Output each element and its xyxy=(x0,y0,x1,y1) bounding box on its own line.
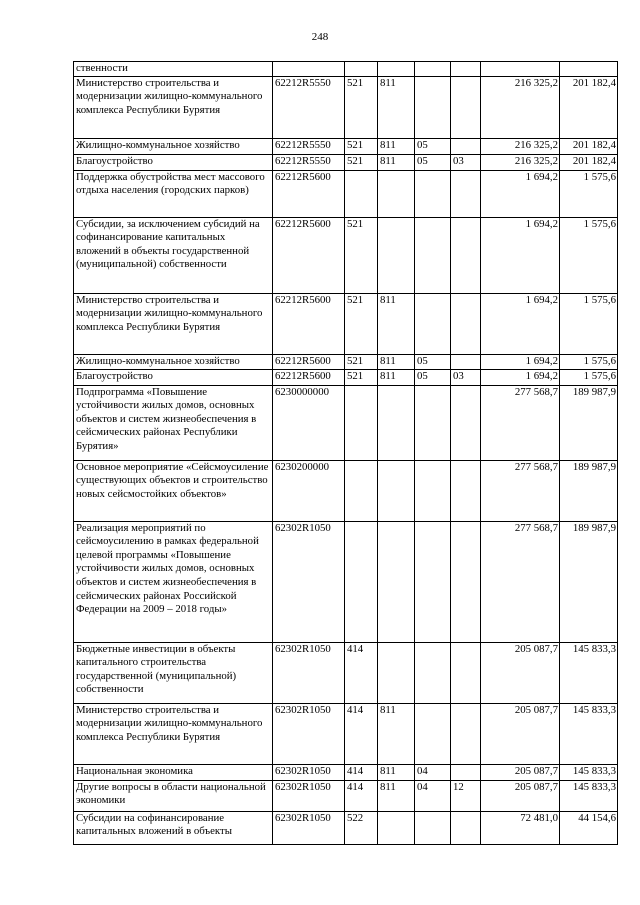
row-sum-2: 189 987,9 xyxy=(560,460,618,521)
row-sum-2: 1 575,6 xyxy=(560,217,618,293)
row-vr: 521 xyxy=(345,138,378,154)
row-gr xyxy=(378,811,415,844)
row-pr xyxy=(451,170,481,217)
row-vr: 521 xyxy=(345,217,378,293)
row-name: Национальная экономика xyxy=(74,764,273,780)
row-name: Министерство строительства и модернизации жилищно-коммунального комплекса Республики Бурятия xyxy=(74,76,273,138)
row-sum-1: 72 481,0 xyxy=(481,811,560,844)
row-sum-1: 205 087,7 xyxy=(481,703,560,764)
row-vr xyxy=(345,521,378,642)
row-sum-2: 145 833,3 xyxy=(560,780,618,811)
row-sum-1: 205 087,7 xyxy=(481,764,560,780)
row-sum-2: 145 833,3 xyxy=(560,764,618,780)
row-vr xyxy=(345,460,378,521)
row-vr: 414 xyxy=(345,703,378,764)
row-sum-2: 145 833,3 xyxy=(560,703,618,764)
row-name: Основное мероприятие «Сейсмоусиление существующих объектов и строительство новых сейсмостойких объектов» xyxy=(74,460,273,521)
row-sum-2: 189 987,9 xyxy=(560,385,618,460)
row-gr xyxy=(378,521,415,642)
row-vr xyxy=(345,170,378,217)
row-name: Субсидии, за исключением субсидий на софинансирование капитальных вложений в объекты государственной (муниципальной) собственности xyxy=(74,217,273,293)
row-code: 62212R5600 xyxy=(273,369,345,385)
row-sum-1: 216 325,2 xyxy=(481,138,560,154)
row-sum-2: 44 154,6 xyxy=(560,811,618,844)
row-gr: 811 xyxy=(378,154,415,170)
row-rz: 05 xyxy=(415,354,451,369)
row-gr xyxy=(378,385,415,460)
row-pr xyxy=(451,138,481,154)
row-name: Реализация мероприятий по сейсмоусилению в рамках федеральной целевой программы «Повышение устойчивости жилых домов, основных объектов и систем жизнеобеспечения в сейсмических районах Российской Федерации на 2009 – 2018 годы» xyxy=(74,521,273,642)
row-sum-2: 201 182,4 xyxy=(560,154,618,170)
row-name: Благоустройство xyxy=(74,369,273,385)
row-rz: 04 xyxy=(415,780,451,811)
row-code: 62302R1050 xyxy=(273,521,345,642)
row-code xyxy=(273,62,345,77)
row-vr: 521 xyxy=(345,369,378,385)
row-pr xyxy=(451,811,481,844)
row-rz xyxy=(415,642,451,703)
row-vr: 521 xyxy=(345,293,378,354)
row-name: Министерство строительства и модернизации жилищно-коммунального комплекса Республики Бурятия xyxy=(74,293,273,354)
table-row xyxy=(74,154,618,170)
row-sum-1: 205 087,7 xyxy=(481,780,560,811)
row-code: 6230000000 xyxy=(273,385,345,460)
row-vr xyxy=(345,385,378,460)
row-sum-1: 1 694,2 xyxy=(481,369,560,385)
row-gr: 811 xyxy=(378,369,415,385)
row-name: Жилищно-коммунальное хозяйство xyxy=(74,138,273,154)
row-rz xyxy=(415,385,451,460)
table-row xyxy=(74,170,618,217)
row-rz xyxy=(415,62,451,77)
row-rz: 05 xyxy=(415,154,451,170)
row-sum-2: 201 182,4 xyxy=(560,138,618,154)
row-sum-1: 277 568,7 xyxy=(481,385,560,460)
row-gr xyxy=(378,170,415,217)
row-code: 62302R1050 xyxy=(273,703,345,764)
row-vr: 414 xyxy=(345,764,378,780)
row-gr: 811 xyxy=(378,780,415,811)
row-gr: 811 xyxy=(378,76,415,138)
row-vr xyxy=(345,62,378,77)
row-name: Другие вопросы в области национальной экономики xyxy=(74,780,273,811)
row-gr xyxy=(378,62,415,77)
row-name: ственности xyxy=(74,62,273,77)
row-sum-1: 1 694,2 xyxy=(481,170,560,217)
row-gr xyxy=(378,217,415,293)
row-sum-2: 1 575,6 xyxy=(560,354,618,369)
row-name: Жилищно-коммунальное хозяйство xyxy=(74,354,273,369)
row-code: 62212R5550 xyxy=(273,138,345,154)
row-sum-1: 205 087,7 xyxy=(481,642,560,703)
row-pr xyxy=(451,460,481,521)
row-vr: 521 xyxy=(345,354,378,369)
row-sum-2: 201 182,4 xyxy=(560,76,618,138)
table-row xyxy=(74,76,618,138)
row-gr: 811 xyxy=(378,354,415,369)
row-pr xyxy=(451,293,481,354)
table-row xyxy=(74,293,618,354)
table-row xyxy=(74,62,618,77)
row-rz xyxy=(415,521,451,642)
row-rz xyxy=(415,460,451,521)
table-row xyxy=(74,703,618,764)
row-name: Подпрограмма «Повышение устойчивости жилых домов, основных объектов и систем жизнеобеспечения в сейсмических районах Республики Бурятия» xyxy=(74,385,273,460)
row-gr xyxy=(378,460,415,521)
row-gr: 811 xyxy=(378,138,415,154)
row-vr: 522 xyxy=(345,811,378,844)
row-sum-1: 277 568,7 xyxy=(481,460,560,521)
row-pr: 12 xyxy=(451,780,481,811)
table-row xyxy=(74,369,618,385)
row-rz xyxy=(415,703,451,764)
row-code: 62302R1050 xyxy=(273,811,345,844)
row-gr: 811 xyxy=(378,764,415,780)
row-rz xyxy=(415,170,451,217)
row-sum-1: 1 694,2 xyxy=(481,354,560,369)
budget-table xyxy=(73,61,618,845)
row-pr xyxy=(451,764,481,780)
table-row xyxy=(74,385,618,460)
row-vr: 521 xyxy=(345,76,378,138)
row-code: 6230200000 xyxy=(273,460,345,521)
row-rz xyxy=(415,293,451,354)
table-row xyxy=(74,811,618,844)
row-vr: 414 xyxy=(345,780,378,811)
row-code: 62212R5550 xyxy=(273,154,345,170)
row-code: 62302R1050 xyxy=(273,642,345,703)
row-code: 62302R1050 xyxy=(273,780,345,811)
row-pr xyxy=(451,642,481,703)
row-sum-1: 1 694,2 xyxy=(481,293,560,354)
table-row xyxy=(74,780,618,811)
table-row xyxy=(74,521,618,642)
row-code: 62212R5600 xyxy=(273,170,345,217)
row-pr xyxy=(451,76,481,138)
row-rz xyxy=(415,217,451,293)
row-code: 62212R5600 xyxy=(273,354,345,369)
table-row xyxy=(74,138,618,154)
row-sum-1: 216 325,2 xyxy=(481,76,560,138)
row-sum-2: 1 575,6 xyxy=(560,369,618,385)
row-gr: 811 xyxy=(378,703,415,764)
row-sum-1 xyxy=(481,62,560,77)
row-name: Благоустройство xyxy=(74,154,273,170)
row-sum-1: 216 325,2 xyxy=(481,154,560,170)
table-row xyxy=(74,764,618,780)
row-pr: 03 xyxy=(451,154,481,170)
row-name: Субсидии на софинансирование капитальных вложений в объекты xyxy=(74,811,273,844)
row-pr xyxy=(451,521,481,642)
row-pr xyxy=(451,62,481,77)
row-code: 62212R5600 xyxy=(273,217,345,293)
table-row xyxy=(74,642,618,703)
row-sum-2: 145 833,3 xyxy=(560,642,618,703)
row-pr xyxy=(451,217,481,293)
row-gr: 811 xyxy=(378,293,415,354)
row-pr: 03 xyxy=(451,369,481,385)
page-number: 248 xyxy=(311,31,329,43)
row-sum-1: 1 694,2 xyxy=(481,217,560,293)
row-vr: 521 xyxy=(345,154,378,170)
row-sum-2: 1 575,6 xyxy=(560,170,618,217)
row-sum-2: 189 987,9 xyxy=(560,521,618,642)
row-pr xyxy=(451,354,481,369)
row-code: 62212R5550 xyxy=(273,76,345,138)
row-sum-1: 277 568,7 xyxy=(481,521,560,642)
table-row xyxy=(74,217,618,293)
row-code: 62302R1050 xyxy=(273,764,345,780)
row-name: Поддержка обустройства мест массового отдыха населения (городских парков) xyxy=(74,170,273,217)
row-sum-2 xyxy=(560,62,618,77)
row-rz: 04 xyxy=(415,764,451,780)
row-rz: 05 xyxy=(415,138,451,154)
table-row xyxy=(74,460,618,521)
table-row xyxy=(74,354,618,369)
row-rz: 05 xyxy=(415,369,451,385)
row-name: Министерство строительства и модернизации жилищно-коммунального комплекса Республики Бурятия xyxy=(74,703,273,764)
row-gr xyxy=(378,642,415,703)
row-sum-2: 1 575,6 xyxy=(560,293,618,354)
row-name: Бюджетные инвестиции в объекты капитального строительства государственной (муниципальной) собственности xyxy=(74,642,273,703)
row-rz xyxy=(415,76,451,138)
row-pr xyxy=(451,385,481,460)
row-vr: 414 xyxy=(345,642,378,703)
row-pr xyxy=(451,703,481,764)
budget-table-body xyxy=(74,62,618,845)
row-rz xyxy=(415,811,451,844)
row-code: 62212R5600 xyxy=(273,293,345,354)
